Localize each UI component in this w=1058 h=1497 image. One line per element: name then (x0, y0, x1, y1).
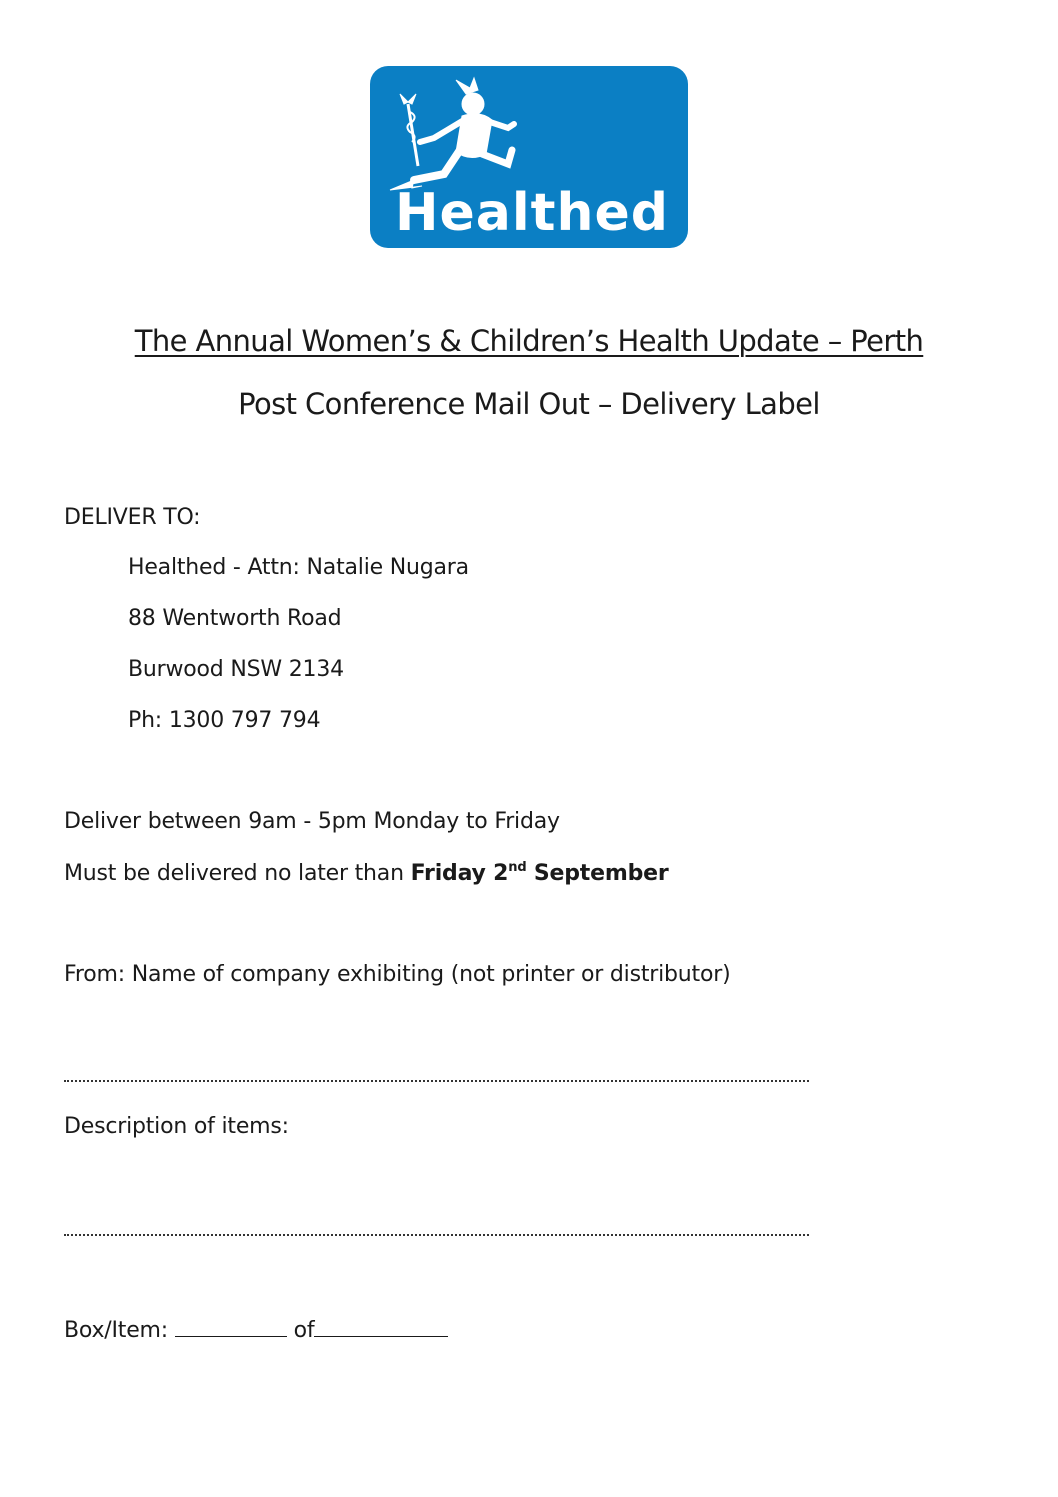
page-subtitle: Post Conference Mail Out – Delivery Label (238, 387, 820, 421)
box-item-label: Box/Item: (64, 1318, 175, 1343)
box-total-blank[interactable] (314, 1318, 448, 1337)
delivery-deadline (64, 860, 669, 886)
recipient-name: Healthed - Attn: Natalie Nugara (128, 555, 469, 580)
page-title: The Annual Women’s & Children’s Health Update – Perth (134, 324, 924, 358)
deadline-month: September (526, 861, 669, 886)
from-fill-line[interactable] (64, 1080, 809, 1082)
deadline-day: Friday 2 (410, 861, 509, 886)
deadline-prefix: Must be delivered no later than (64, 861, 411, 886)
recipient-street: 88 Wentworth Road (128, 606, 342, 631)
recipient-suburb: Burwood NSW 2134 (128, 657, 344, 682)
delivery-hours: Deliver between 9am - 5pm Monday to Friday (64, 809, 560, 834)
description-fill-line[interactable] (64, 1234, 809, 1236)
box-item-row (64, 1318, 448, 1343)
hermes-running-figure-icon (370, 66, 688, 248)
description-label: Description of items: (64, 1114, 289, 1139)
deliver-to-label: DELIVER TO: (64, 505, 201, 530)
box-number-blank[interactable] (175, 1318, 287, 1337)
logo-wordmark: Healthed (394, 183, 670, 243)
deadline-ordinal: nd (508, 860, 527, 875)
box-of-label: of (286, 1318, 315, 1343)
recipient-phone: Ph: 1300 797 794 (128, 708, 321, 733)
from-label: From: Name of company exhibiting (not printer or distributor) (64, 962, 731, 987)
healthed-logo (370, 66, 688, 248)
